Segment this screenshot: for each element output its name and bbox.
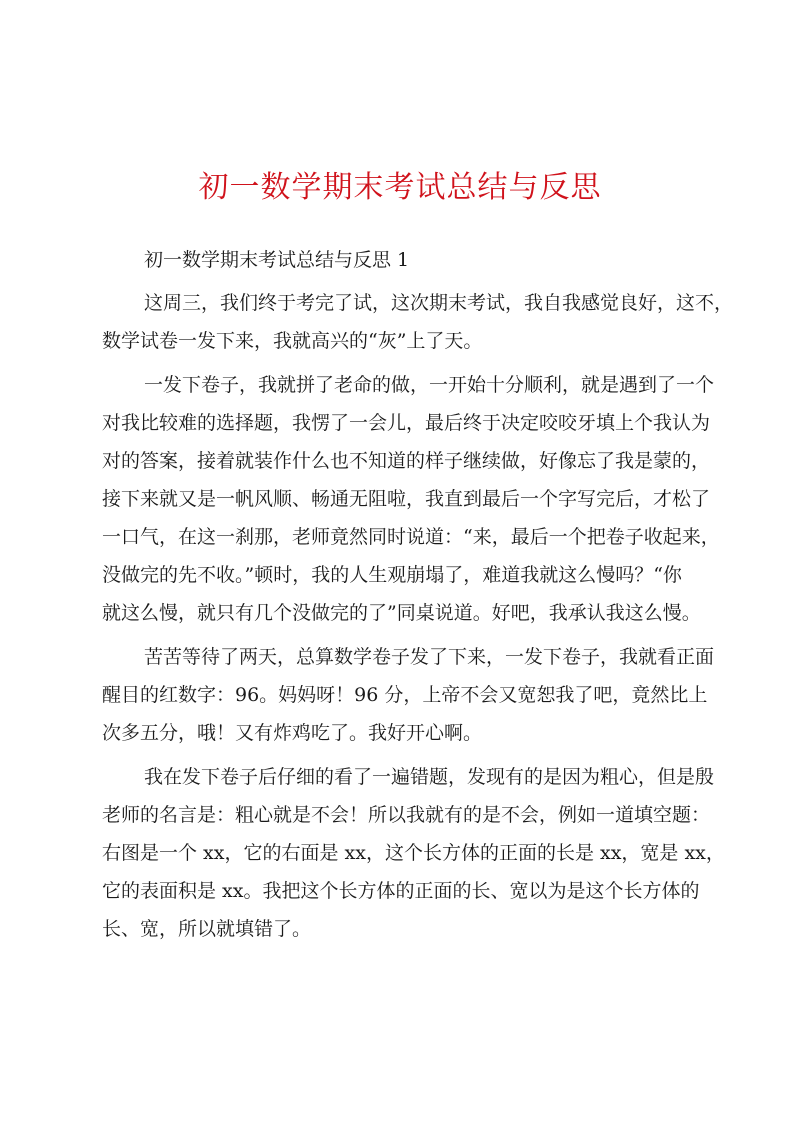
paragraph-3 [102, 638, 715, 752]
paragraph-1 [102, 284, 734, 360]
section-subtitle: 初一数学期末考试总结与反思 1 [144, 249, 410, 271]
paragraph-line: 一发下卷子，我就拼了老命的做，一开始十分顺利，就是遇到了一个 [144, 374, 715, 396]
paragraph-line: 对的答案，接着就装作什么也不知道的样子继续做，好像忘了我是蒙的， [102, 450, 711, 472]
document-title: 初一数学期末考试总结与反思 [198, 170, 602, 205]
paragraph-line: 数学试卷一发下来，我就高兴的“灰”上了天。 [102, 330, 483, 352]
paragraph-line: 醒目的红数字：96。妈妈呀！96 分，上帝不会又宽恕我了吧，竟然比上 [102, 684, 708, 706]
paragraph-line: 接下来就又是一帆风顺、畅通无阻啦，我直到最后一个字写完后，才松了 [102, 488, 711, 510]
paragraph-line: 没做完的先不收。”顿时，我的人生观崩塌了，难道我就这么慢吗？“你 [102, 564, 682, 586]
paragraph-line: 长、宽，所以就填错了。 [102, 918, 312, 940]
paragraph-line: 老师的名言是：粗心就是不会！所以我就有的是不会，例如一道填空题： [102, 804, 711, 826]
paragraph-line: 这周三，我们终于考完了试，这次期末考试，我自我感觉良好，这不， [144, 292, 734, 314]
paragraph-line: 一口气，在这一刹那，老师竟然同时说道：“来，最后一个把卷子收起来， [102, 526, 720, 548]
paragraph-line: 我在发下卷子后仔细的看了一遍错题，发现有的是因为粗心，但是殷 [144, 766, 715, 788]
paragraph-line: 次多五分，哦！又有炸鸡吃了。我好开心啊。 [102, 722, 483, 744]
paragraph-line: 就这么慢，就只有几个没做完的了”同桌说道。好吧，我承认我这么慢。 [102, 602, 701, 624]
paragraph-2 [102, 366, 720, 632]
document-body [102, 240, 734, 948]
paragraph-line: 它的表面积是 xx。我把这个长方体的正面的长、宽以为是这个长方体的 [102, 880, 700, 902]
paragraph-4 [102, 758, 725, 948]
paragraph-line: 对我比较难的选择题，我愣了一会儿，最后终于决定咬咬牙填上个我认为 [102, 412, 711, 434]
paragraph-line: 右图是一个 xx，它的右面是 xx，这个长方体的正面的长是 xx，宽是 xx， [102, 842, 725, 864]
paragraph-line: 苦苦等待了两天，总算数学卷子发了下来，一发下卷子，我就看正面 [144, 646, 715, 668]
